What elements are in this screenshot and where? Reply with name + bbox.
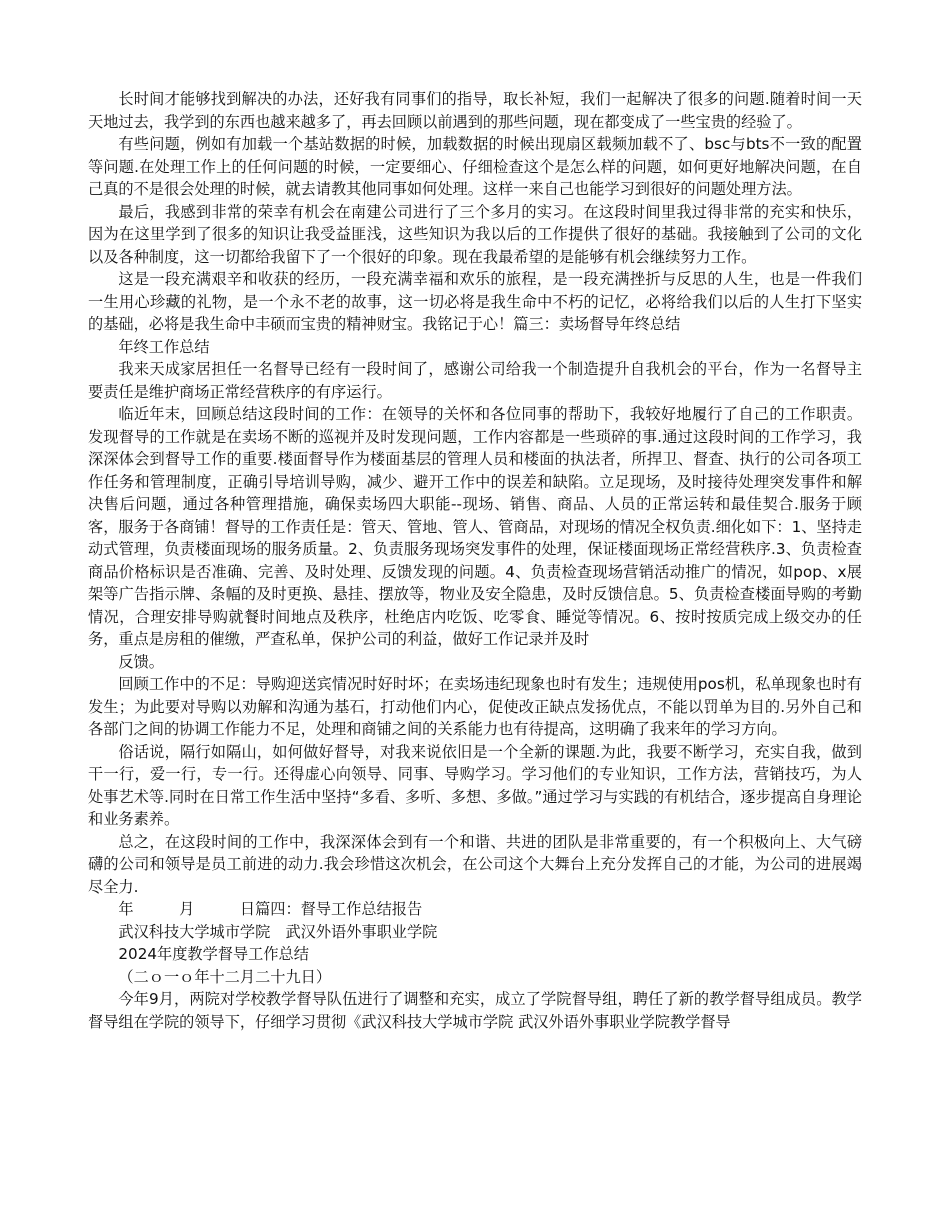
section-heading: 年终工作总结 — [118, 337, 210, 356]
report-title: 2024年度教学督导工作总结 — [118, 945, 309, 963]
body-paragraph: 今年9月，两院对学校教学督导队伍进行了调整和充实，成立了学院督导组，聘任了新的教学督导组成员。教学督导组在学院的领导下，仔细学习贯彻《武汉科技大学城市学院 武汉外语外事职业学院教学督导 — [88, 990, 862, 1031]
body-paragraph: 俗话说，隔行如隔山，如何做好督导，对我来说依旧是一个全新的课题.为此，我要不断学习，充实自我，做到干一行，爱一行，专一行。还得虚心向领导、同事、导购学习。学习他们的专业知识，工作方法，营销技巧，为人处事艺术等.同时在日常工作生活中坚持“多看、多听、多想、多做。”通过学习与实践的有机结合，逐步提高自身理论和业务素养。 — [88, 742, 862, 828]
body-paragraph: 最后，我感到非常的荣幸有机会在南建公司进行了三个多月的实习。在这段时间里我过得非常的充实和快乐，因为在这里学到了很多的知识让我受益匪浅，这些知识为我以后的工作提供了很好的基础。我接触到了公司的文化以及各种制度，这一切都给我留下了一个很好的印象。现在我最希望的是能够有机会继续努力工作。 — [88, 202, 862, 266]
body-paragraph: 长时间才能够找到解决的办法，还好我有同事们的指导，取长补短，我们一起解决了很多的问题.随着时间一天天地过去，我学到的东西也越来越多了，再去回顾以前遇到的那些问题，现在都变成了一些宝贵的经验了。 — [88, 90, 862, 131]
body-paragraph: 反馈。 — [118, 652, 164, 671]
date-line: 年 月 日篇四：督导工作总结报告 — [118, 900, 423, 918]
body-paragraph: 我来天成家居担任一名督导已经有一段时间了，感谢公司给我一个制造提升自我机会的平台，作为一名督导主要责任是维护商场正常经营秩序的有序运行。 — [88, 360, 862, 401]
body-paragraph: 有些问题，例如有加载一个基站数据的时候，加载数据的时候出现扇区载频加载不了、bsc与bts不一致的配置等问题.在处理工作上的任何问题的时候，一定要细心、仔细检查这个是怎么样的问题，如何更好地解决问题，在自己真的不是很会处理的时候，就去请教其他同事如何处理。这样一来自己也能学习到很好的问题处理方法。 — [88, 135, 862, 198]
report-date: （二ｏ一ｏ年十二月二十九日） — [118, 967, 332, 986]
body-paragraph: 这是一段充满艰辛和收获的经历，一段充满幸福和欢乐的旅程，是一段充满挫折与反思的人生，也是一件我们一生用心珍藏的礼物，是一个永不老的故事，这一切必将是我生命中不朽的记忆，必将给我们以后的人生打下坚实的基础，必将是我生命中丰硕而宝贵的精神财宝。我铭记于心！篇三：卖场督导年终总结 — [88, 270, 862, 333]
body-paragraph: 临近年末，回顾总结这段时间的工作：在领导的关怀和各位同事的帮助下，我较好地履行了自己的工作职责。发现督导的工作就是在卖场不断的巡视并及时发现问题，工作内容都是一些琐碎的事.通过这段时间的工作学习，我深深体会到督导工作的重要.楼面督导作为楼面基层的管理人员和楼面的执法者，所捍卫、督查、执行的公司各项工作任务和管理制度，正确引导培训导购，减少、避开工作中的误差和缺陷。立足现场，及时接待处理突发事件和解决售后问题，通过各种管理措施，确保卖场四大职能--现场、销售、商品、人员的正常运转和最佳契合.服务于顾客，服务于各商铺！督导的工作责任是：管天、管地、管人、管商品，对现场的情况全权负责.细化如下：1、坚持走动式管理，负责楼面现场的服务质量。2、负责服务现场突发事件的处理，保证楼面现场正常经营秩序.3、负责检查商品价格标识是否准确、完善、及时处理、反馈发现的问题。4、负责检查现场营销活动推广的情况，如pop、x展架等广告指示牌、条幅的及时更换、悬挂、摆放等，物业及安全隐患，及时反馈信息。5、负责检查楼面导购的考勤情况，合理安排导购就餐时间地点及秩序，杜绝店内吃饭、吃零食、睡觉等情况。6、按时按质完成上级交办的任务，重点是房租的催缴，严查私单，保护公司的利益，做好工作记录并及时 — [88, 405, 862, 648]
body-paragraph: 总之，在这段时间的工作中，我深深体会到有一个和谐、共进的团队是非常重要的，有一个积极向上、大气磅礴的公司和领导是员工前进的动力.我会珍惜这次机会，在公司这个大舞台上充分发挥自己的才能，为公司的进展竭尽全力. — [88, 832, 862, 896]
school-line: 武汉科技大学城市学院 武汉外语外事职业学院 — [118, 922, 438, 941]
body-paragraph: 回顾工作中的不足：导购迎送宾情况时好时坏；在卖场违纪现象也时有发生；违规使用pos机，私单现象也时有发生；为此要对导购以劝解和沟通为基石，打动他们内心，促使改正缺点发扬优点，不能以罚单为目的.另外自己和各部门之间的协调工作能力不足，处理和商铺之间的关系能力也有待提高，这明确了我来年的学习方向。 — [88, 675, 862, 738]
